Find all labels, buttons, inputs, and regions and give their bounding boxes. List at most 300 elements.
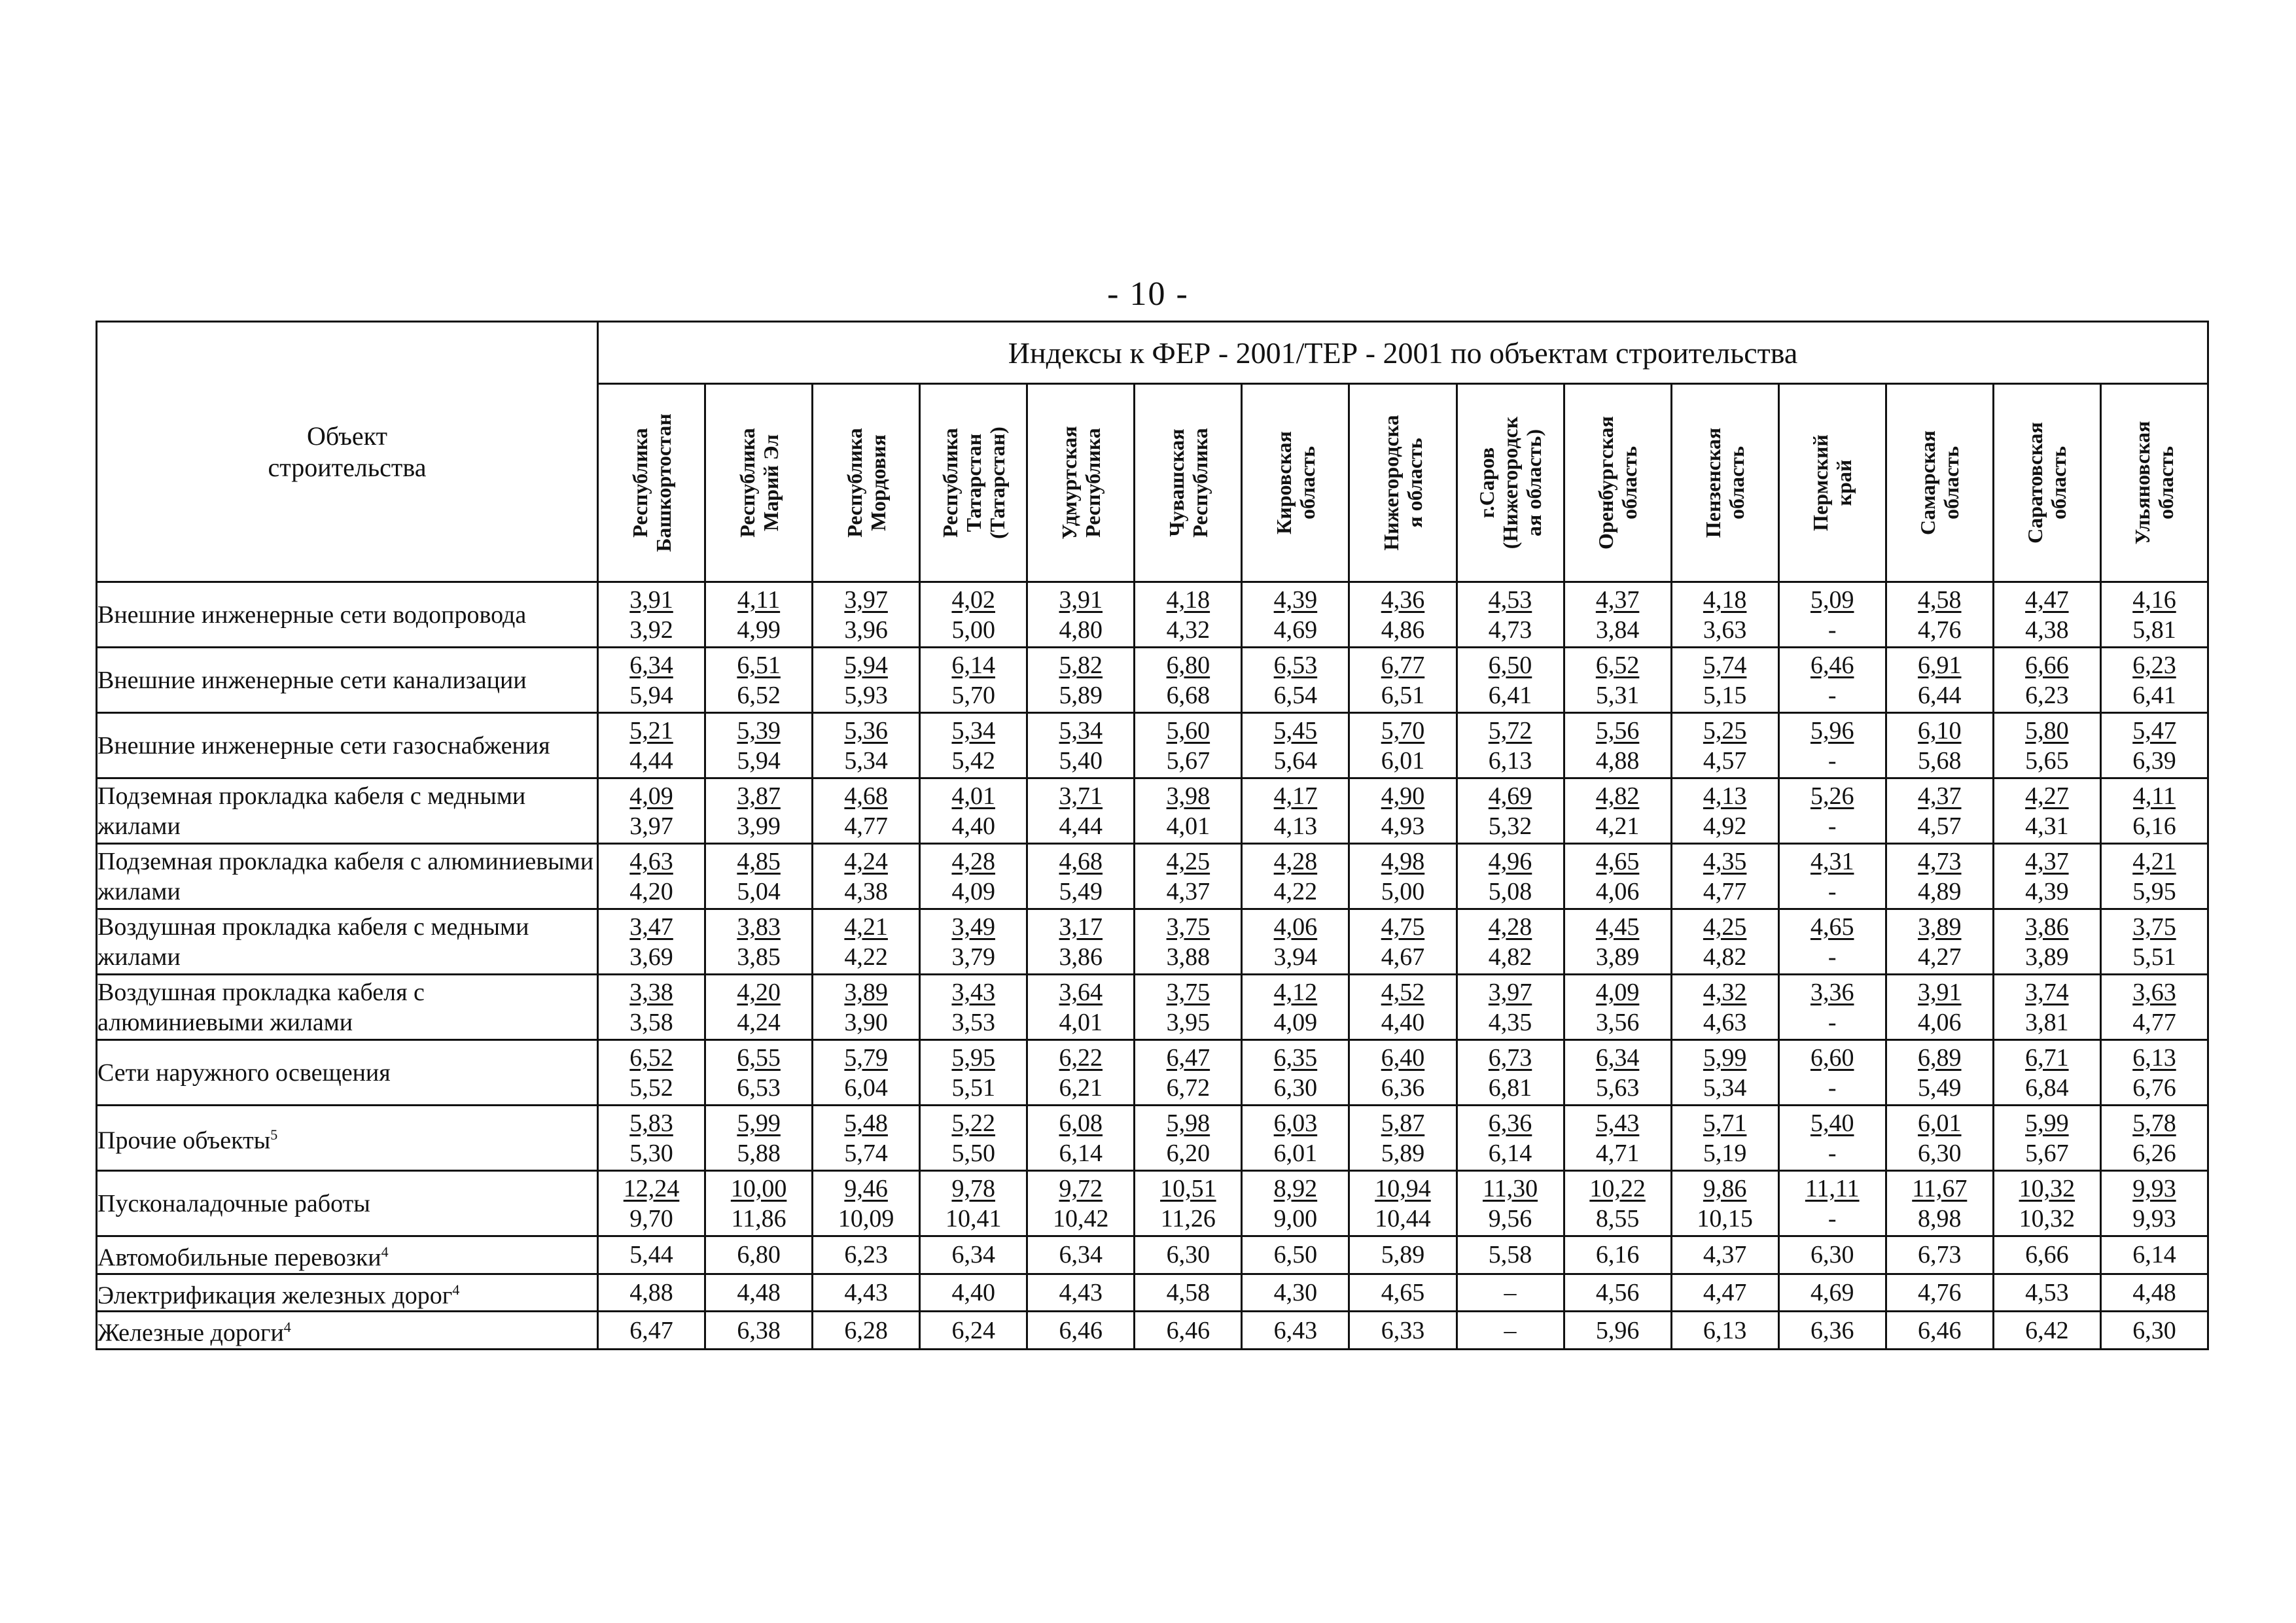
index-cell bbox=[1135, 1236, 1242, 1274]
footnote-mark: 5 bbox=[270, 1126, 278, 1143]
index-cell bbox=[1027, 1040, 1135, 1106]
ter-index-value: 3,58 bbox=[629, 1008, 673, 1036]
index-cell bbox=[1993, 1274, 2100, 1312]
table-row bbox=[97, 975, 2208, 1040]
fer-index-value: 6,80 bbox=[1166, 651, 1210, 679]
object-name bbox=[97, 778, 598, 844]
ter-index-value: 8,55 bbox=[1595, 1204, 1640, 1232]
index-cell bbox=[1135, 778, 1242, 844]
index-cell bbox=[598, 1106, 705, 1171]
index-value: 4,47 bbox=[1703, 1278, 1747, 1306]
ter-index-value: 6,51 bbox=[1381, 681, 1425, 709]
region-label: Оренбургская область bbox=[1594, 416, 1642, 550]
index-cell bbox=[1886, 582, 1993, 648]
index-value: 6,13 bbox=[1703, 1316, 1747, 1344]
index-cell bbox=[1778, 582, 1886, 648]
ter-index-value: 4,31 bbox=[2025, 812, 2069, 840]
index-value: 6,16 bbox=[1595, 1241, 1640, 1269]
index-cell bbox=[598, 648, 705, 713]
ter-index-value: 4,13 bbox=[1273, 812, 1318, 840]
ter-index-value: 4,44 bbox=[629, 746, 673, 775]
fer-index-value: 3,89 bbox=[844, 978, 888, 1006]
ter-index-value: 5,94 bbox=[629, 681, 673, 709]
fer-index-value: 6,53 bbox=[1273, 651, 1318, 679]
construction-index-table bbox=[96, 321, 2209, 1350]
fer-index-value: 4,13 bbox=[1703, 782, 1747, 810]
index-cell bbox=[1671, 713, 1778, 778]
index-cell bbox=[1778, 1312, 1886, 1350]
footnote-mark: 4 bbox=[381, 1244, 389, 1260]
index-cell bbox=[598, 778, 705, 844]
fer-index-value: 3,47 bbox=[629, 913, 673, 941]
index-value: 4,48 bbox=[737, 1278, 781, 1306]
ter-index-value: 3,81 bbox=[2025, 1008, 2069, 1036]
fer-index-value: 4,25 bbox=[1166, 847, 1210, 875]
index-cell bbox=[1027, 1312, 1135, 1350]
ter-index-value: 4,80 bbox=[1059, 616, 1103, 644]
index-cell bbox=[1135, 582, 1242, 648]
index-cell bbox=[1564, 778, 1671, 844]
index-value: 6,50 bbox=[1273, 1241, 1318, 1269]
index-cell bbox=[1349, 778, 1457, 844]
index-cell bbox=[1027, 582, 1135, 648]
region-header bbox=[1671, 384, 1778, 582]
index-cell bbox=[1993, 909, 2100, 975]
ter-index-value: 5,89 bbox=[1059, 681, 1103, 709]
ter-index-value: 4,37 bbox=[1166, 877, 1210, 905]
fer-index-value: 5,71 bbox=[1703, 1109, 1747, 1137]
index-value: 6,46 bbox=[1918, 1316, 1962, 1344]
ter-index-value: 4,86 bbox=[1381, 616, 1425, 644]
object-name-text: Воздушная прокладка кабеля с медными жилами bbox=[97, 913, 529, 971]
index-cell bbox=[920, 778, 1027, 844]
fer-index-value: 10,51 bbox=[1160, 1174, 1216, 1202]
ter-index-value: 5,32 bbox=[1488, 812, 1532, 840]
table-body bbox=[97, 582, 2208, 1350]
index-cell bbox=[1993, 1040, 2100, 1106]
index-cell bbox=[1349, 1106, 1457, 1171]
index-value: 4,40 bbox=[951, 1278, 995, 1306]
fer-index-value: 4,31 bbox=[1810, 847, 1854, 875]
index-cell bbox=[813, 1312, 920, 1350]
ter-index-value: 11,26 bbox=[1160, 1204, 1216, 1232]
index-cell bbox=[1457, 713, 1564, 778]
ter-index-value: 3,53 bbox=[951, 1008, 995, 1036]
index-cell bbox=[1993, 975, 2100, 1040]
index-value: 6,43 bbox=[1273, 1316, 1318, 1344]
ter-index-value: - bbox=[1828, 616, 1837, 644]
ter-index-value: 5,74 bbox=[844, 1139, 888, 1167]
index-cell bbox=[1778, 1236, 1886, 1274]
index-cell bbox=[1671, 1274, 1778, 1312]
fer-index-value: 4,52 bbox=[1381, 978, 1425, 1006]
fer-index-value: 4,27 bbox=[2025, 782, 2069, 810]
index-cell bbox=[2100, 1106, 2208, 1171]
index-cell bbox=[705, 975, 813, 1040]
region-header bbox=[813, 384, 920, 582]
fer-index-value: 5,78 bbox=[2132, 1109, 2176, 1137]
index-cell bbox=[920, 909, 1027, 975]
index-value: 5,58 bbox=[1488, 1241, 1532, 1269]
index-cell bbox=[1457, 778, 1564, 844]
fer-index-value: 4,17 bbox=[1273, 782, 1318, 810]
ter-index-value: 5,67 bbox=[1166, 746, 1210, 775]
ter-index-value: 10,32 bbox=[2019, 1204, 2075, 1232]
index-cell bbox=[705, 1312, 813, 1350]
object-name bbox=[97, 582, 598, 648]
fer-index-value: 8,92 bbox=[1273, 1174, 1318, 1202]
ter-index-value: 3,56 bbox=[1595, 1008, 1640, 1036]
region-label: Ульяновская область bbox=[2130, 421, 2178, 545]
ter-index-value: 5,50 bbox=[951, 1139, 995, 1167]
index-cell bbox=[1993, 1171, 2100, 1236]
index-cell bbox=[1993, 713, 2100, 778]
index-cell bbox=[2100, 844, 2208, 909]
fer-index-value: 4,28 bbox=[1273, 847, 1318, 875]
index-cell bbox=[920, 844, 1027, 909]
fer-index-value: 9,93 bbox=[2132, 1174, 2176, 1202]
index-cell bbox=[1027, 1106, 1135, 1171]
fer-index-value: 10,22 bbox=[1589, 1174, 1646, 1202]
region-label: Республика Мордовия bbox=[842, 428, 890, 538]
index-cell bbox=[1778, 975, 1886, 1040]
index-cell bbox=[2100, 975, 2208, 1040]
index-cell bbox=[1564, 1040, 1671, 1106]
region-header bbox=[1135, 384, 1242, 582]
fer-index-value: 4,63 bbox=[629, 847, 673, 875]
region-label: Чувашская Республика bbox=[1164, 428, 1212, 538]
fer-index-value: 6,35 bbox=[1273, 1043, 1318, 1072]
index-cell bbox=[1135, 713, 1242, 778]
fer-index-value: 3,89 bbox=[1918, 913, 1962, 941]
ter-index-value: 6,68 bbox=[1166, 681, 1210, 709]
ter-index-value: 4,77 bbox=[2132, 1008, 2176, 1036]
ter-index-value: 4,67 bbox=[1381, 943, 1425, 971]
ter-index-value: 4,82 bbox=[1488, 943, 1532, 971]
table-header-row bbox=[97, 322, 2208, 384]
ter-index-value: 5,70 bbox=[951, 681, 995, 709]
index-cell bbox=[1027, 1236, 1135, 1274]
region-header bbox=[598, 384, 705, 582]
fer-index-value: 4,68 bbox=[1059, 847, 1103, 875]
ter-index-value: 4,88 bbox=[1595, 746, 1640, 775]
index-value: 5,96 bbox=[1595, 1316, 1640, 1344]
table-row bbox=[97, 778, 2208, 844]
fer-index-value: 4,98 bbox=[1381, 847, 1425, 875]
fer-index-value: 5,34 bbox=[951, 716, 995, 744]
fer-index-value: 4,24 bbox=[844, 847, 888, 875]
index-cell bbox=[1242, 1236, 1349, 1274]
footnote-mark: 4 bbox=[283, 1319, 291, 1336]
fer-index-value: 6,34 bbox=[1595, 1043, 1640, 1072]
ter-index-value: 3,99 bbox=[737, 812, 781, 840]
index-cell bbox=[813, 778, 920, 844]
index-cell bbox=[2100, 648, 2208, 713]
index-cell bbox=[705, 909, 813, 975]
object-name-text: Прочие объекты bbox=[97, 1126, 271, 1155]
index-cell bbox=[1457, 1171, 1564, 1236]
fer-index-value: 4,18 bbox=[1166, 585, 1210, 614]
fer-index-value: 4,85 bbox=[737, 847, 781, 875]
fer-index-value: 9,86 bbox=[1703, 1174, 1747, 1202]
index-cell bbox=[598, 1171, 705, 1236]
index-value: 4,53 bbox=[2025, 1278, 2069, 1306]
index-value: 5,44 bbox=[629, 1241, 673, 1269]
object-name bbox=[97, 975, 598, 1040]
index-value: 6,33 bbox=[1381, 1316, 1425, 1344]
ter-index-value: 3,88 bbox=[1166, 943, 1210, 971]
table-row bbox=[97, 713, 2208, 778]
ter-index-value: 3,69 bbox=[629, 943, 673, 971]
index-cell bbox=[1778, 778, 1886, 844]
ter-index-value: 5,49 bbox=[1918, 1073, 1962, 1102]
region-header bbox=[705, 384, 813, 582]
ter-index-value: 4,77 bbox=[844, 812, 888, 840]
region-label: Кировская область bbox=[1271, 431, 1319, 534]
fer-index-value: 3,91 bbox=[1059, 585, 1103, 614]
ter-index-value: 6,53 bbox=[737, 1073, 781, 1102]
index-cell bbox=[813, 648, 920, 713]
ter-index-value: 6,23 bbox=[2025, 681, 2069, 709]
ter-index-value: 5,30 bbox=[629, 1139, 673, 1167]
ter-index-value: 3,96 bbox=[844, 616, 888, 644]
index-cell bbox=[1886, 1274, 1993, 1312]
index-cell bbox=[813, 1236, 920, 1274]
index-cell bbox=[1242, 582, 1349, 648]
region-header bbox=[1457, 384, 1564, 582]
index-cell bbox=[705, 648, 813, 713]
object-column-header bbox=[97, 322, 598, 582]
index-value: 4,58 bbox=[1166, 1278, 1210, 1306]
index-cell bbox=[813, 1106, 920, 1171]
index-cell bbox=[2100, 1040, 2208, 1106]
fer-index-value: 5,43 bbox=[1595, 1109, 1640, 1137]
index-value: 4,65 bbox=[1381, 1278, 1425, 1306]
ter-index-value: 4,92 bbox=[1703, 812, 1747, 840]
ter-index-value: 4,73 bbox=[1488, 616, 1532, 644]
index-cell bbox=[1135, 1040, 1242, 1106]
object-name bbox=[97, 648, 598, 713]
fer-index-value: 4,28 bbox=[1488, 913, 1532, 941]
ter-index-value: 4,44 bbox=[1059, 812, 1103, 840]
ter-index-value: 6,72 bbox=[1166, 1073, 1210, 1102]
index-cell bbox=[1242, 909, 1349, 975]
fer-index-value: 4,09 bbox=[629, 782, 673, 810]
index-cell bbox=[1457, 648, 1564, 713]
region-header bbox=[1778, 384, 1886, 582]
region-header bbox=[1564, 384, 1671, 582]
fer-index-value: 5,22 bbox=[951, 1109, 995, 1137]
fer-index-value: 6,23 bbox=[2132, 651, 2176, 679]
fer-index-value: 6,36 bbox=[1488, 1109, 1532, 1137]
index-cell bbox=[1993, 1106, 2100, 1171]
table-row bbox=[97, 1106, 2208, 1171]
ter-index-value: 6,14 bbox=[1059, 1139, 1103, 1167]
index-cell bbox=[1886, 975, 1993, 1040]
fer-index-value: 4,37 bbox=[1595, 585, 1640, 614]
ter-index-value: - bbox=[1828, 1139, 1837, 1167]
ter-index-value: 5,95 bbox=[2132, 877, 2176, 905]
index-cell bbox=[1778, 713, 1886, 778]
ter-index-value: 6,30 bbox=[1918, 1139, 1962, 1167]
fer-index-value: 11,67 bbox=[1912, 1174, 1968, 1202]
index-cell bbox=[1993, 1236, 2100, 1274]
fer-index-value: 5,60 bbox=[1166, 716, 1210, 744]
fer-index-value: 12,24 bbox=[623, 1174, 680, 1202]
fer-index-value: 5,98 bbox=[1166, 1109, 1210, 1137]
object-name-text: Внешние инженерные сети газоснабжения bbox=[97, 731, 550, 759]
index-cell bbox=[1778, 1171, 1886, 1236]
object-name bbox=[97, 909, 598, 975]
ter-index-value: 5,34 bbox=[1703, 1073, 1747, 1102]
ter-index-value: 6,01 bbox=[1273, 1139, 1318, 1167]
index-cell bbox=[1778, 1106, 1886, 1171]
ter-index-value: 10,41 bbox=[945, 1204, 1002, 1232]
fer-index-value: 5,99 bbox=[737, 1109, 781, 1137]
ter-index-value: - bbox=[1828, 1008, 1837, 1036]
fer-index-value: 4,02 bbox=[951, 585, 995, 614]
ter-index-value: 6,52 bbox=[737, 681, 781, 709]
fer-index-value: 5,94 bbox=[844, 651, 888, 679]
index-cell bbox=[1993, 1312, 2100, 1350]
index-value: 6,73 bbox=[1918, 1241, 1962, 1269]
index-cell bbox=[1135, 648, 1242, 713]
fer-index-value: 4,96 bbox=[1488, 847, 1532, 875]
ter-index-value: 6,76 bbox=[2132, 1073, 2176, 1102]
index-value: 6,80 bbox=[737, 1241, 781, 1269]
ter-index-value: 6,54 bbox=[1273, 681, 1318, 709]
ter-index-value: 10,44 bbox=[1375, 1204, 1431, 1232]
index-cell bbox=[920, 1312, 1027, 1350]
region-header bbox=[1886, 384, 1993, 582]
fer-index-value: 4,21 bbox=[844, 913, 888, 941]
fer-index-value: 6,22 bbox=[1059, 1043, 1103, 1072]
fer-index-value: 6,52 bbox=[1595, 651, 1640, 679]
ter-index-value: 5,08 bbox=[1488, 877, 1532, 905]
fer-index-value: 6,66 bbox=[2025, 651, 2069, 679]
fer-index-value: 6,73 bbox=[1488, 1043, 1532, 1072]
region-label: Удмуртская Республика bbox=[1057, 426, 1104, 540]
index-cell bbox=[1349, 1171, 1457, 1236]
ter-index-value: 4,09 bbox=[951, 877, 995, 905]
ter-index-value: 4,06 bbox=[1918, 1008, 1962, 1036]
fer-index-value: 4,09 bbox=[1595, 978, 1640, 1006]
region-label: г.Саров (Нижегородск ая область) bbox=[1475, 416, 1546, 550]
index-cell bbox=[1457, 844, 1564, 909]
ter-index-value: 4,63 bbox=[1703, 1008, 1747, 1036]
index-cell bbox=[1993, 844, 2100, 909]
fer-index-value: 6,47 bbox=[1166, 1043, 1210, 1072]
index-value: 4,43 bbox=[1059, 1278, 1103, 1306]
ter-index-value: 5,93 bbox=[844, 681, 888, 709]
ter-index-value: 6,26 bbox=[2132, 1139, 2176, 1167]
ter-index-value: 6,81 bbox=[1488, 1073, 1532, 1102]
index-value: 4,76 bbox=[1918, 1278, 1962, 1306]
table-row bbox=[97, 1236, 2208, 1274]
index-cell bbox=[1886, 778, 1993, 844]
index-cell bbox=[1564, 1236, 1671, 1274]
index-cell bbox=[920, 648, 1027, 713]
ter-index-value: 4,20 bbox=[629, 877, 673, 905]
fer-index-value: 3,97 bbox=[1488, 978, 1532, 1006]
index-cell bbox=[1027, 909, 1135, 975]
region-header bbox=[1349, 384, 1457, 582]
ter-index-value: 3,97 bbox=[629, 812, 673, 840]
index-cell bbox=[598, 975, 705, 1040]
fer-index-value: 5,09 bbox=[1810, 585, 1854, 614]
ter-index-value: 3,63 bbox=[1703, 616, 1747, 644]
index-cell bbox=[1671, 844, 1778, 909]
index-value: 6,30 bbox=[2132, 1316, 2176, 1344]
ter-index-value: 4,32 bbox=[1166, 616, 1210, 644]
ter-index-value: 4,69 bbox=[1273, 616, 1318, 644]
index-cell bbox=[2100, 713, 2208, 778]
object-name-text: Внешние инженерные сети канализации bbox=[97, 666, 527, 694]
table-row bbox=[97, 582, 2208, 648]
fer-index-value: 6,10 bbox=[1918, 716, 1962, 744]
index-cell bbox=[705, 1171, 813, 1236]
index-cell bbox=[705, 1236, 813, 1274]
index-value: 6,47 bbox=[629, 1316, 673, 1344]
ter-index-value: 6,39 bbox=[2132, 746, 2176, 775]
fer-index-value: 6,55 bbox=[737, 1043, 781, 1072]
index-cell bbox=[1886, 1040, 1993, 1106]
index-cell bbox=[1886, 1106, 1993, 1171]
ter-index-value: 4,06 bbox=[1595, 877, 1640, 905]
ter-index-value: 4,82 bbox=[1703, 943, 1747, 971]
index-cell bbox=[1671, 975, 1778, 1040]
index-cell bbox=[1027, 1171, 1135, 1236]
fer-index-value: 3,74 bbox=[2025, 978, 2069, 1006]
index-cell bbox=[1027, 648, 1135, 713]
ter-index-value: - bbox=[1828, 1073, 1837, 1102]
index-cell bbox=[813, 909, 920, 975]
fer-index-value: 5,45 bbox=[1273, 716, 1318, 744]
fer-index-value: 6,89 bbox=[1918, 1043, 1962, 1072]
region-header bbox=[920, 384, 1027, 582]
ter-index-value: 5,64 bbox=[1273, 746, 1318, 775]
ter-index-value: - bbox=[1828, 681, 1837, 709]
index-cell bbox=[1135, 1312, 1242, 1350]
fer-index-value: 4,21 bbox=[2132, 847, 2176, 875]
ter-index-value: 5,51 bbox=[951, 1073, 995, 1102]
fer-index-value: 10,00 bbox=[730, 1174, 787, 1202]
index-cell bbox=[1349, 713, 1457, 778]
region-header bbox=[1993, 384, 2100, 582]
fer-index-value: 9,72 bbox=[1059, 1174, 1103, 1202]
ter-index-value: 4,27 bbox=[1918, 943, 1962, 971]
region-header bbox=[1242, 384, 1349, 582]
table-row bbox=[97, 648, 2208, 713]
ter-index-value: 3,86 bbox=[1059, 943, 1103, 971]
fer-index-value: 3,75 bbox=[1166, 913, 1210, 941]
table-row bbox=[97, 1312, 2208, 1350]
ter-index-value: 4,22 bbox=[844, 943, 888, 971]
fer-index-value: 4,39 bbox=[1273, 585, 1318, 614]
ter-index-value: 5,81 bbox=[2132, 616, 2176, 644]
index-cell bbox=[1993, 778, 2100, 844]
ter-index-value: 6,13 bbox=[1488, 746, 1532, 775]
index-cell bbox=[1671, 648, 1778, 713]
index-cell bbox=[920, 713, 1027, 778]
index-value: 4,48 bbox=[2132, 1278, 2176, 1306]
index-value: 4,43 bbox=[844, 1278, 888, 1306]
object-name-text: Сети наружного освещения bbox=[97, 1058, 391, 1087]
fer-index-value: 3,17 bbox=[1059, 913, 1103, 941]
fer-index-value: 5,82 bbox=[1059, 651, 1103, 679]
index-value: 5,89 bbox=[1381, 1241, 1425, 1269]
fer-index-value: 6,60 bbox=[1810, 1043, 1854, 1072]
